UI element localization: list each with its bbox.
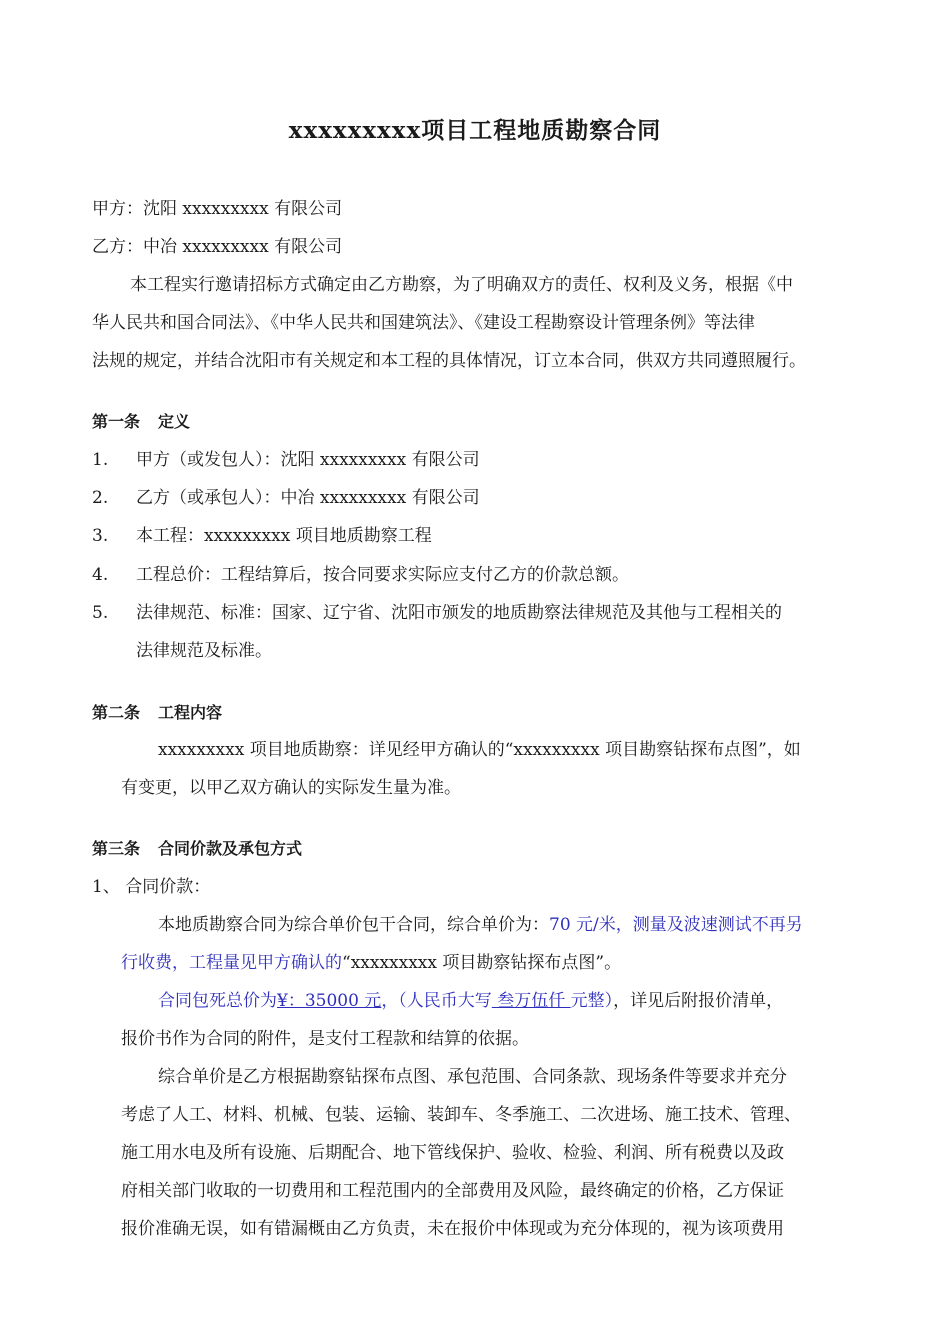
paragraph-line: 府相关部门收取的一切费用和工程范围内的全部费用及风险，最终确定的价格，乙方保证 bbox=[121, 1181, 784, 1201]
paragraph-line: 有变更，以甲乙双方确认的实际发生量为准。 bbox=[121, 778, 461, 798]
article-title: 合同价款及承包方式 bbox=[158, 839, 303, 858]
paragraph-line bbox=[121, 952, 621, 974]
price-in-words: 叁万伍仟 bbox=[491, 991, 571, 1011]
item-text: 甲方（或发包人）：沈阳 xxxxxxxxx 有限公司 bbox=[136, 450, 480, 470]
party-b: 乙方：中冶 xxxxxxxxx 有限公司 bbox=[92, 237, 343, 257]
item-number: 1. bbox=[92, 450, 109, 470]
highlighted-text: 70 元/米，测量及波速测试不再另 bbox=[549, 915, 803, 935]
list-item bbox=[92, 449, 480, 471]
intro-line: 本工程实行邀请招标方式确定由乙方勘察，为了明确双方的责任、权利及义务，根据《中 bbox=[130, 275, 793, 295]
article-title: 工程内容 bbox=[158, 703, 223, 722]
paragraph-line: xxxxxxxxx 项目地质勘察：详见经甲方确认的“xxxxxxxxx 项目勘察钻探布点图”，如 bbox=[158, 740, 801, 760]
item-number: 4. bbox=[92, 565, 109, 585]
article-3-heading bbox=[92, 838, 302, 860]
list-item bbox=[92, 487, 480, 509]
paragraph-line: 综合单价是乙方根据勘察钻探布点图、承包范围、合同条款、现场条件等要求并充分 bbox=[158, 1067, 787, 1087]
subsection-heading: 1、 合同价款： bbox=[92, 877, 211, 897]
party-a: 甲方：沈阳 xxxxxxxxx 有限公司 bbox=[92, 199, 343, 219]
total-price: ¥：35000 元 bbox=[277, 991, 382, 1011]
article-1-heading bbox=[92, 411, 190, 433]
highlighted-text: 行收费，工程量见甲方确认的 bbox=[121, 953, 342, 973]
intro-line: 法规的规定，并结合沈阳市有关规定和本工程的具体情况，订立本合同，供双方共同遵照履行。 bbox=[92, 351, 806, 371]
article-number: 第一条 bbox=[92, 412, 141, 431]
paragraph-line bbox=[158, 914, 803, 936]
intro-line: 华人民共和国合同法》、《中华人民共和国建筑法》、《建设工程勘察设计管理条例》等法律 bbox=[92, 313, 755, 333]
text-run: “xxxxxxxxx 项目勘察钻探布点图”。 bbox=[342, 953, 622, 973]
paragraph-line bbox=[158, 990, 783, 1012]
item-number: 2. bbox=[92, 488, 109, 508]
text-run: 本地质勘察合同为综合单价包干合同，综合单价为： bbox=[158, 915, 549, 935]
item-text: 法律规范、标准：国家、辽宁省、沈阳市颁发的地质勘察法律规范及其他与工程相关的 bbox=[136, 603, 782, 623]
article-title: 定义 bbox=[158, 412, 191, 431]
list-item bbox=[92, 564, 629, 586]
article-2-heading bbox=[92, 702, 222, 724]
paragraph-line: 报价书作为合同的附件，是支付工程款和结算的依据。 bbox=[121, 1029, 529, 1049]
item-text: 乙方（或承包人）：中冶 xxxxxxxxx 有限公司 bbox=[136, 488, 480, 508]
item-number: 5. bbox=[92, 603, 109, 623]
highlighted-text: ，（人民币大写 bbox=[381, 991, 492, 1011]
highlighted-text: 合同包死总价为 bbox=[158, 991, 277, 1011]
item-text: 本工程：xxxxxxxxx 项目地质勘察工程 bbox=[136, 526, 432, 546]
article-number: 第二条 bbox=[92, 703, 141, 722]
paragraph-line: 报价准确无误，如有错漏概由乙方负责，未在报价中体现或为充分体现的，视为该项费用 bbox=[121, 1219, 784, 1239]
list-item bbox=[92, 525, 432, 547]
item-number: 3. bbox=[92, 526, 109, 546]
highlighted-text: 元整） bbox=[570, 991, 614, 1011]
article-number: 第三条 bbox=[92, 839, 141, 858]
list-item-continuation: 法律规范及标准。 bbox=[136, 641, 272, 661]
document-title: xxxxxxxxx项目工程地质勘察合同 bbox=[288, 117, 662, 144]
list-item bbox=[92, 602, 782, 624]
text-run: ，详见后附报价清单， bbox=[613, 991, 784, 1011]
item-text: 工程总价：工程结算后，按合同要求实际应支付乙方的价款总额。 bbox=[136, 565, 629, 585]
paragraph-line: 考虑了人工、材料、机械、包装、运输、装卸车、冬季施工、二次进场、施工技术、管理、 bbox=[121, 1105, 801, 1125]
paragraph-line: 施工用水电及所有设施、后期配合、地下管线保护、验收、检验、利润、所有税费以及政 bbox=[121, 1143, 784, 1163]
